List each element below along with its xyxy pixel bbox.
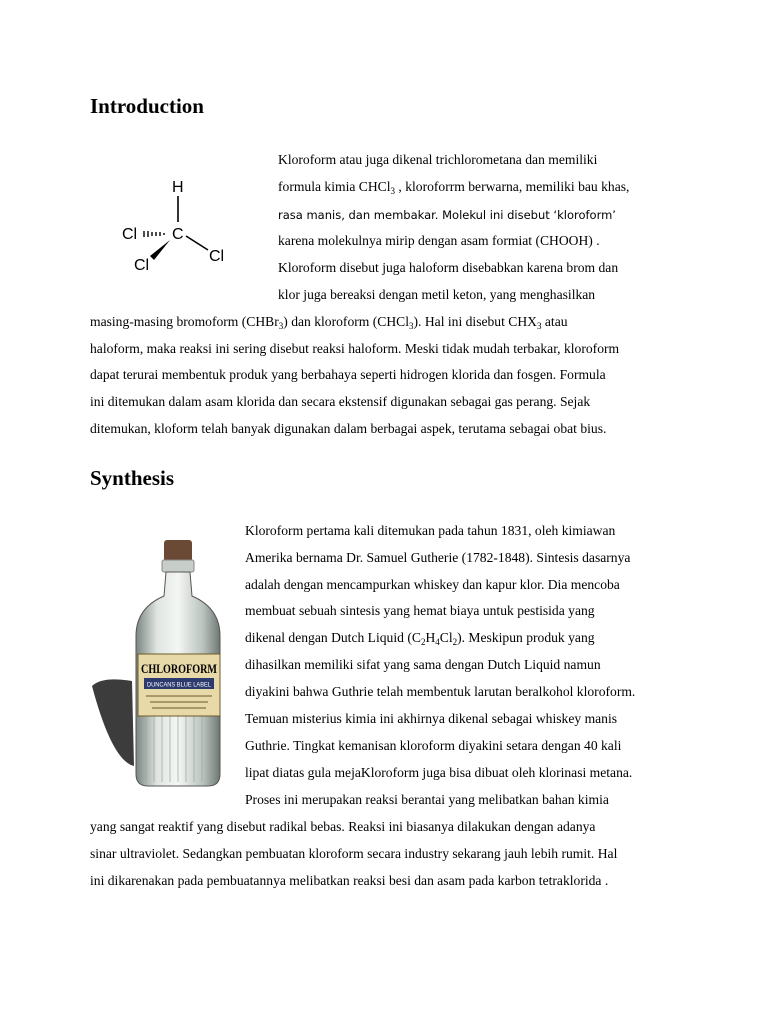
synthesis-line-1: Kloroform pertama kali ditemukan pada tahun 1831, oleh kimiawan bbox=[245, 523, 616, 538]
intro-line-5: Kloroform disebut juga haloform disebabkan karena brom dan bbox=[278, 260, 619, 275]
synthesis-line-5: dikenal dengan Dutch Liquid $(C_2H_4Cl_2)$. Meskipun produk yang bbox=[245, 630, 595, 647]
synthesis-line-4: membuat sebuah sintesis yang hemat biaya untuk pestisida yang bbox=[245, 603, 595, 618]
bottle-label-sub: DUNCANS BLUE LABEL bbox=[147, 682, 212, 689]
synthesis-line-12: yang sangat reaktif yang disebut radikal bebas. Reaksi ini biasanya dilakukan dengan adanya bbox=[90, 819, 596, 834]
atom-c: C bbox=[172, 226, 184, 243]
intro-line-7: masing-masing bromoform (CHBr$_3$) dan kloroform (CHCl$_3$). Hal ini disebut $CHX_3$ atau bbox=[90, 314, 568, 331]
atom-cl-left: Cl bbox=[122, 226, 138, 243]
synthesis-line-7: diyakini bahwa Guthrie telah membentuk larutan beralkohol kloroform. bbox=[245, 684, 636, 699]
intro-line-3: rasa manis, dan membakar. Molekul ini disebut ‘kloroform’ bbox=[278, 208, 616, 222]
intro-line-10: ini ditemukan dalam asam klorida dan secara ekstensif digunakan sebagai gas perang. Sejak bbox=[90, 394, 591, 409]
intro-line-8: haloform, maka reaksi ini sering disebut reaksi haloform. Meski tidak mudah terbakar, kloroform bbox=[90, 341, 620, 356]
intro-line-9: dapat terurai membentuk produk yang berbahaya seperti hidrogen klorida dan fosgen. Formula bbox=[90, 367, 606, 382]
bottle-label-brand: CHLOROFORM bbox=[141, 662, 218, 676]
intro-line-6: klor juga bereaksi dengan metil keton, yang menghasilkan bbox=[278, 287, 596, 302]
intro-line-1: Kloroform atau juga dikenal trichlorometana dan memiliki bbox=[278, 152, 598, 167]
synthesis-heading: Synthesis bbox=[90, 466, 175, 490]
synthesis-line-10: lipat diatas gula mejaKloroform juga bisa dibuat oleh klorinasi metana. bbox=[245, 765, 633, 780]
atom-cl-right: Cl bbox=[209, 248, 225, 265]
synthesis-line-14: ini dikarenakan pada pembuatannya melibatkan reaksi besi dan asam pada karbon tetraklorida . bbox=[90, 873, 609, 888]
atom-cl-lower-left: Cl bbox=[134, 257, 150, 274]
synthesis-line-8: Temuan misterius kimia ini akhirnya dikenal sebagai whiskey manis bbox=[245, 711, 618, 726]
intro-line-4: karena molekulnya mirip dengan asam formiat (CHOOH) . bbox=[278, 233, 600, 248]
synthesis-line-2: Amerika bernama Dr. Samuel Gutherie (1782-1848). Sintesis dasarnya bbox=[245, 550, 631, 565]
intro-line-11: ditemukan, kloform telah banyak digunakan dalam berbagai aspek, terutama sebagai obat bius. bbox=[90, 421, 607, 436]
synthesis-line-6: dihasilkan memiliki sifat yang sama dengan Dutch Liquid namun bbox=[245, 657, 601, 672]
synthesis-line-13: sinar ultraviolet. Sedangkan pembuatan kloroform secara industry sekarang jauh lebih rumit. Hal bbox=[90, 846, 618, 861]
synthesis-line-3: adalah dengan mencampurkan whiskey dan kapur klor. Dia mencoba bbox=[245, 577, 620, 592]
intro-line-2: formula kimia CHCl$_3$ , kloroforrm berwarna, memiliki bau khas, bbox=[278, 179, 630, 196]
synthesis-line-9: Guthrie. Tingkat kemanisan kloroform diyakini setara dengan 40 kali bbox=[245, 738, 622, 753]
chloroform-bottle-image bbox=[92, 536, 232, 792]
atom-h: H bbox=[172, 179, 184, 196]
synthesis-line-11: Proses ini merupakan reaksi berantai yang melibatkan bahan kimia bbox=[245, 792, 609, 807]
chloroform-structure-diagram bbox=[110, 172, 240, 282]
intro-heading: Introduction bbox=[90, 94, 204, 118]
